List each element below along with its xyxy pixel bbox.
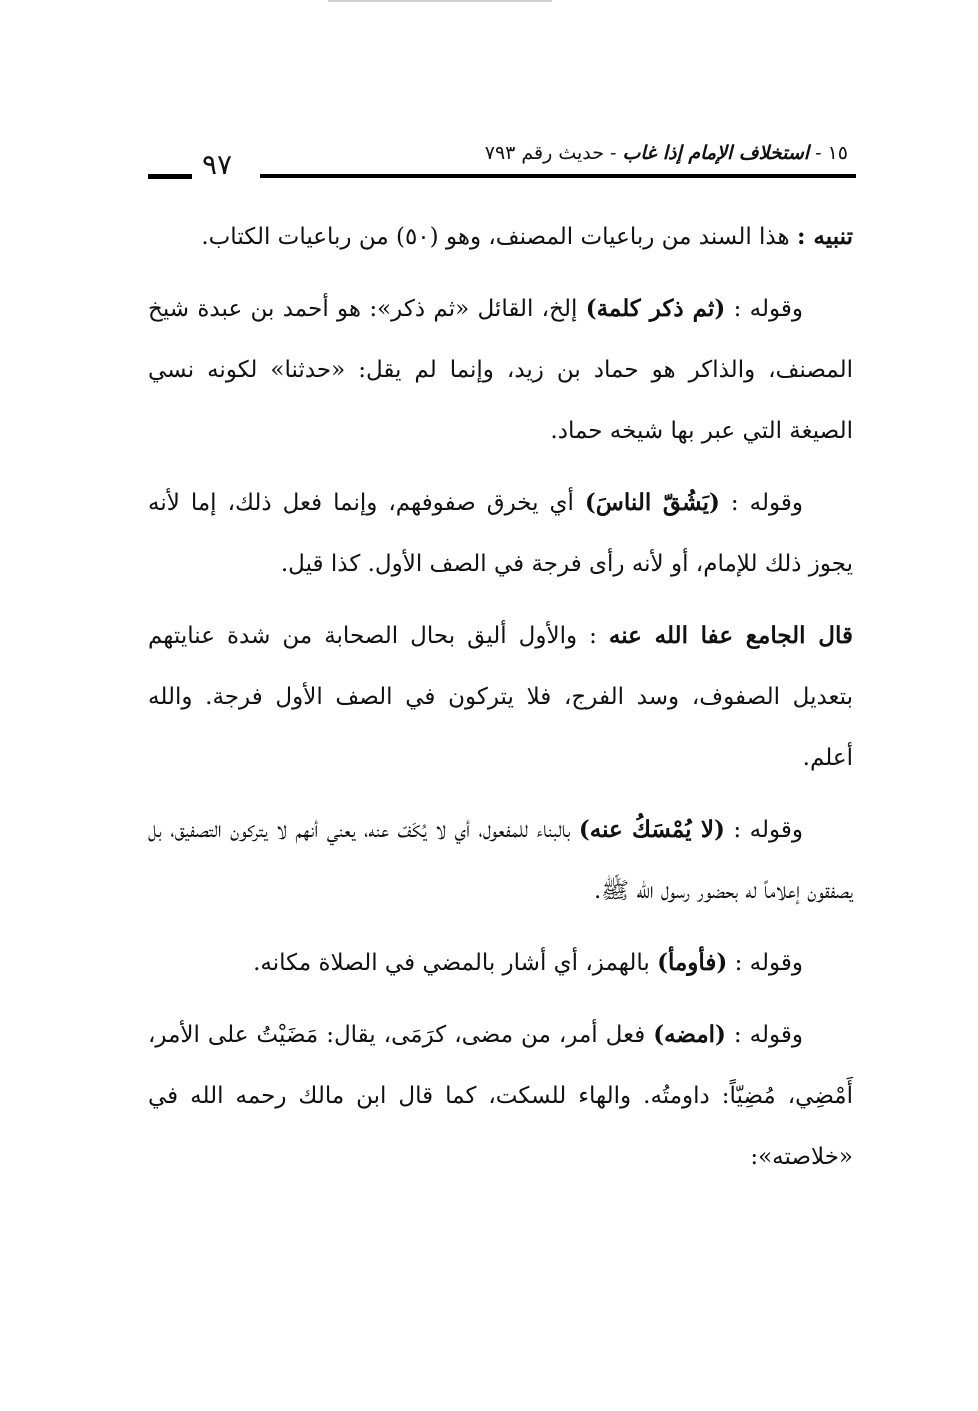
header-rule bbox=[260, 174, 856, 178]
commentary-intro: وقوله : bbox=[725, 1022, 803, 1048]
paragraph-commentary bbox=[148, 932, 853, 994]
paragraph-text: أي يخرق صفوفهم، وإنما فعل ذلك، إما لأنه يجوز ذلك للإمام، أو لأنه رأى فرجة في الصف الأول. كذا قيل. bbox=[148, 490, 853, 577]
paragraph-text: هذا السند من رباعيات المصنف، وهو (٥٠) من رباعيات الكتاب. bbox=[201, 224, 797, 250]
chapter-number: ١٥ - bbox=[809, 142, 848, 164]
paragraph-note bbox=[148, 206, 853, 268]
page-number: ٩٧ bbox=[202, 148, 233, 181]
paragraph-text: : والأول أليق بحال الصحابة من شدة عنايتهم بتعديل الصفوف، وسد الفرج، فلا يتركون في الصف الأول فرجة. والله أعلم. bbox=[148, 623, 853, 771]
commentary-intro: وقوله : bbox=[727, 950, 803, 976]
paragraph-commentary bbox=[148, 278, 853, 462]
commentary-intro: وقوله : bbox=[724, 817, 803, 843]
chapter-title: استخلاف الإمام إذا غاب bbox=[622, 142, 810, 164]
note-label: تنبيه : bbox=[796, 223, 853, 250]
page-number-dash bbox=[148, 174, 192, 179]
compiler-label: قال الجامع عفا الله عنه bbox=[608, 622, 854, 649]
commentary-intro: وقوله : bbox=[719, 490, 804, 516]
paragraph-text: فعل أمر، من مضى، كرَمَى، يقال: مَضَيْتُ على الأمر، أَمْضِي، مُضِيّاً: داومتُه. والهاء للسكت، كما قال ابن مالك رحمه الله في «خلاصته»: bbox=[148, 1022, 853, 1170]
quoted-phrase: (امضه) bbox=[653, 1021, 726, 1048]
paragraph-compiler-note bbox=[148, 605, 853, 789]
quoted-phrase: (يَشُقّ الناسَ) bbox=[584, 489, 720, 516]
paragraph-text: إلخ، القائل «ثم ذكر»: هو أحمد بن عبدة شيخ المصنف، والذاكر هو حماد بن زيد، وإنما لم يقل: «حدثنا» لكونه نسي الصيغة التي عبر بها شيخه حماد. bbox=[148, 296, 853, 444]
page-body bbox=[148, 206, 853, 1198]
commentary-intro: وقوله : bbox=[725, 296, 804, 322]
hadith-number: - حديث رقم ٧٩٣ bbox=[484, 142, 623, 164]
paragraph-commentary bbox=[148, 472, 853, 595]
paragraph-commentary bbox=[148, 799, 853, 922]
running-header bbox=[485, 142, 848, 164]
paragraph-text: بالبناء للمفعول، أي لا يُكَفّ عنه، يعني أنهم لا يتركون التصفيق، بل يصفقون إعلاماً له بحضور رسول الله ﷺ. bbox=[148, 817, 853, 904]
page-header bbox=[148, 134, 856, 194]
quoted-phrase: (لا يُمْسَكُ عنه) bbox=[578, 816, 725, 843]
paragraph-commentary bbox=[148, 1004, 853, 1188]
top-edge-rule bbox=[328, 0, 552, 2]
quoted-phrase: (ثم ذكر كلمة) bbox=[585, 295, 726, 322]
quoted-phrase: (فأومأ) bbox=[657, 949, 728, 976]
paragraph-text: بالهمز، أي أشار بالمضي في الصلاة مكانه. bbox=[253, 950, 658, 976]
